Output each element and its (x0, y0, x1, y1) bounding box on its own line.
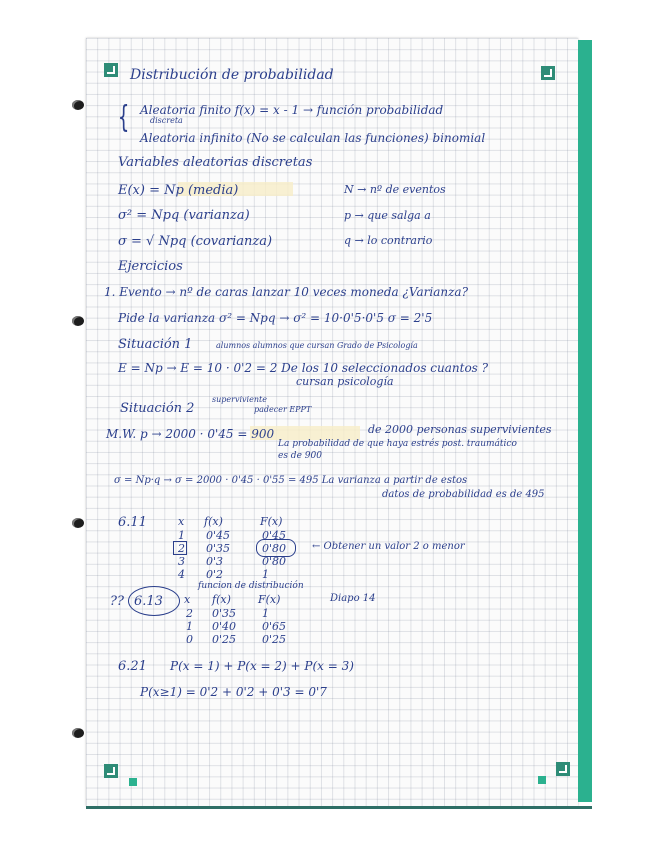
situacion-2-line-3: es de 900 (278, 451, 322, 461)
page-edge-green (578, 40, 592, 802)
table-611-cell: 0'2 (206, 568, 224, 581)
table-611-cell: 3 (178, 555, 185, 568)
page-title: Distribución de probabilidad (130, 67, 334, 83)
brace-symbol: { (117, 100, 130, 135)
intro-line-1-sub: discreta (150, 116, 183, 125)
corner-mark-top-right-icon (541, 66, 555, 80)
table-611-header-fx: f(x) (204, 515, 223, 528)
situacion-1-line: E = Np → E = 10 · 0'2 = 2 De los 10 seleccionados cuantos ? (118, 361, 489, 375)
table-613-cell: 0'40 (212, 620, 237, 633)
table-613-header-Fx: F(x) (258, 593, 281, 606)
table-611-cell: 0'3 (206, 555, 224, 568)
exercise-1-line-1: 1. Evento → nº de caras lanzar 10 veces moneda ¿Varianza? (104, 285, 468, 299)
table-611-cell: 0'80 (262, 542, 287, 555)
formula-covarianza: σ = √ Npq (covarianza) (118, 234, 273, 249)
situacion-2-line-4: σ = Np·q → σ = 2000 · 0'45 · 0'55 = 495 La varianza a partir de estos (114, 475, 468, 486)
formula-covarianza-note: q → lo contrario (344, 234, 433, 247)
exercise-621-line-2: P(x≥1) = 0'2 + 0'2 + 0'3 = 0'7 (140, 685, 327, 699)
exercise-621-label: 6.21 (118, 659, 147, 674)
table-613-cell: 0'25 (212, 633, 237, 646)
table-613-cell: 1 (186, 620, 193, 633)
situacion-2-line-5: datos de probabilidad es de 495 (382, 489, 545, 500)
formula-varianza-note: p → que salga a (344, 209, 431, 222)
exercise-611-label: 6.11 (118, 515, 147, 530)
exercise-1-line-2: Pide la varianza σ² = Npq → σ² = 10·0'5·0'5 σ = 2'5 (118, 311, 433, 325)
intro-line-1: Aleatoria finito f(x) = x - 1 → función probabilidad (140, 103, 444, 117)
small-square-icon (129, 778, 137, 786)
formula-varianza: σ² = Npq (varianza) (118, 208, 250, 223)
table-611-cell: 0'45 (262, 529, 287, 542)
situacion-1-label: Situación 1 (118, 337, 193, 352)
section-ejercicios: Ejercicios (118, 259, 183, 274)
table-611-header-Fx: F(x) (260, 515, 283, 528)
page-edge-bottom (86, 806, 592, 809)
corner-mark-bottom-left-icon (104, 764, 118, 778)
table-613-cell: 0'65 (262, 620, 287, 633)
table-613-cell: 1 (262, 607, 269, 620)
exercise-613-label: 6.13 (134, 594, 163, 609)
table-611-cell: 1 (262, 568, 269, 581)
table-611-cell: 0'45 (206, 529, 231, 542)
binder-hole-icon (72, 100, 84, 110)
exercise-613-side: Diapo 14 (330, 593, 376, 604)
table-611-cell: 0'35 (206, 542, 231, 555)
table-611-cell: 1 (178, 529, 185, 542)
situacion-2-line-2: La probabilidad de que haya estrés post. traumático (278, 439, 517, 449)
corner-mark-bottom-right-icon (556, 762, 570, 776)
table-613-header-x: x (184, 593, 191, 606)
corner-mark-top-left-icon (104, 63, 118, 77)
situacion-2-line-1-right: de 2000 personas supervivientes (368, 423, 552, 436)
situacion-1-line-b: cursan psicología (296, 375, 394, 388)
binder-hole-icon (72, 728, 84, 738)
formula-media: E(x) = Np (media) (118, 183, 239, 198)
section-variables: Variables aleatorias discretas (118, 155, 313, 170)
situacion-1-note: alumnos alumnos que cursan Grado de Psicología (216, 341, 418, 350)
situacion-2-line-1: M.W. p → 2000 · 0'45 = 900 (106, 427, 275, 441)
exercise-613-note: funcion de distribución (198, 581, 304, 591)
table-613-cell: 0'25 (262, 633, 287, 646)
table-613-cell: 0'35 (212, 607, 237, 620)
table-611-cell: 2 (178, 542, 185, 555)
intro-line-2: Aleatoria infinito (No se calculan las funciones) binomial (140, 131, 486, 145)
formula-media-note: N → nº de eventos (344, 183, 446, 196)
table-613-cell: 2 (186, 607, 193, 620)
exercise-611-note: ← Obtener un valor 2 o menor (312, 541, 465, 552)
situacion-2-label: Situación 2 (120, 401, 195, 416)
table-613-cell: 0 (186, 633, 193, 646)
small-square-icon (538, 776, 546, 784)
table-613-header-fx: f(x) (212, 593, 231, 606)
situacion-2-note-2: padecer EPPT (254, 405, 312, 414)
table-611-header-x: x (178, 515, 185, 528)
situacion-2-note-1: superviviente (212, 395, 267, 404)
table-611-cell: 0'80 (262, 555, 287, 568)
question-mark: ?? (110, 594, 124, 609)
exercise-621-line-1: P(x = 1) + P(x = 2) + P(x = 3) (170, 659, 354, 673)
table-611-cell: 4 (178, 568, 185, 581)
binder-hole-icon (72, 316, 84, 326)
binder-hole-icon (72, 518, 84, 528)
